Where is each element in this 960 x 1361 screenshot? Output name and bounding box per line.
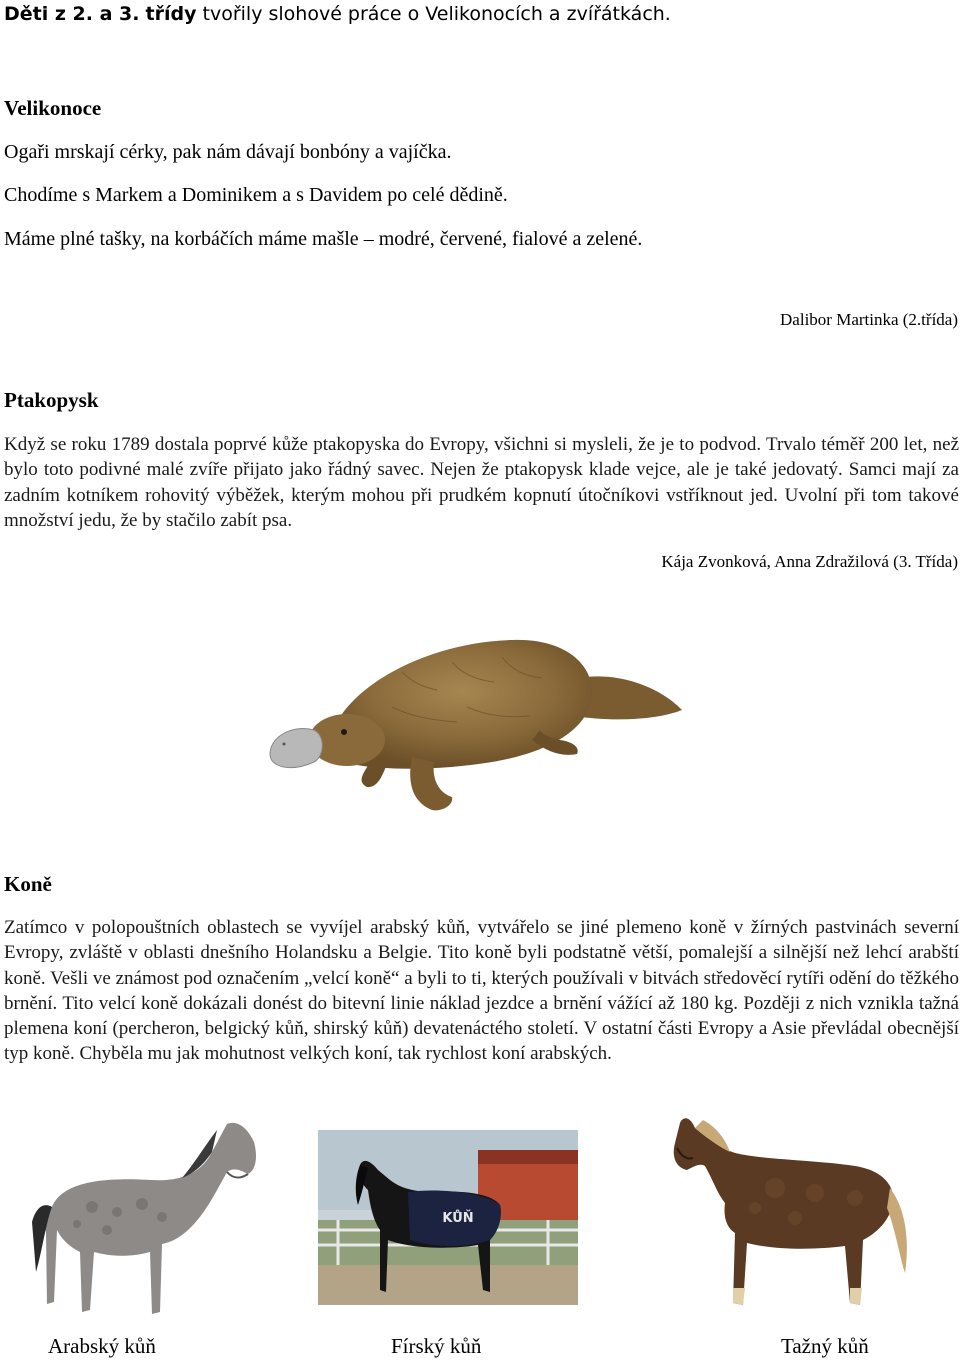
horses-text: Zatímco v polopouštních oblastech se vyvíjel arabský kůň, vytvářelo se jiné plemeno koně v žírných pastvinách severní Evropy, zvláště v oblasti dnešního Holandsku a Belgie. Tito koně byli podstatně větší, pomalejší a silnější než lehcí arabští koně. Vešli ve známost pod označením „velcí koně“ a byli to ti, kterých používali v bitvách středověcí rytíři odění do těžkého brnění. Tito velcí koně dokázali donést do bitevní linie náklad jezdce a brnění vážící až 180 kg. Později z nich vznikla tažná plemena koní (percheron, belgický kůň, shirský kůň) devatenáctého století. V ostatní části Evropy a Asie převládal obecnější typ koně. Chyběla mu jak mohutnost velkých koní, tak rychlost koní arabských. [4, 917, 959, 1065]
blanket-label: KŮŇ [442, 1211, 474, 1226]
arab-horse-image [22, 1112, 262, 1327]
friesian-horse-image [318, 1130, 578, 1305]
platypus-image [262, 612, 692, 827]
platypus-heading: Ptakopysk [4, 388, 99, 412]
easter-line-3: Máme plné tašky, na korbáčích máme mašle – modré, červené, fialové a zelené. [4, 228, 643, 250]
easter-heading: Velikonoce [4, 96, 102, 120]
easter-author: Dalibor Martinka (2.třída) [780, 310, 958, 329]
intro-bold-1: Děti z 2. a 3. [4, 3, 140, 25]
intro-bold-2: třídy [145, 3, 197, 25]
draft-horse-image [655, 1108, 920, 1313]
intro-rest: tvořily slohové práce o Velikonocích a zvířátkách. [202, 3, 671, 25]
easter-line-1: Ogaři mrskají cérky, pak nám dávají bonbóny a vajíčka. [4, 141, 452, 163]
platypus-text: Když se roku 1789 dostala poprvé kůže ptakopyska do Evropy, všichni si mysleli, že je to podvod. Trvalo téměř 200 let, než bylo toto podivné malé zvíře přijato jako řádný savec. Nejen že ptakopysk klade vejce, ale je také jedovatý. Samci mají za zadním kotníkem rohovitý výběžek, kterým mohou při prudkém kopnutí útočníkovi vstříknout jed. Uvolní při tom takové množství jedu, že by stačilo zabít psa. [4, 434, 959, 531]
caption-friesian-horse: Fírský kůň [391, 1334, 482, 1358]
easter-line-2: Chodíme s Markem a Dominikem a s Davidem po celé dědině. [4, 184, 508, 206]
caption-draft-horse: Tažný kůň [781, 1334, 869, 1358]
intro-line [4, 3, 671, 25]
platypus-authors: Kája Zvonková, Anna Zdražilová (3. Třída) [661, 552, 958, 571]
caption-arab-horse: Arabský kůň [48, 1334, 156, 1358]
horses-heading: Koně [4, 872, 52, 896]
